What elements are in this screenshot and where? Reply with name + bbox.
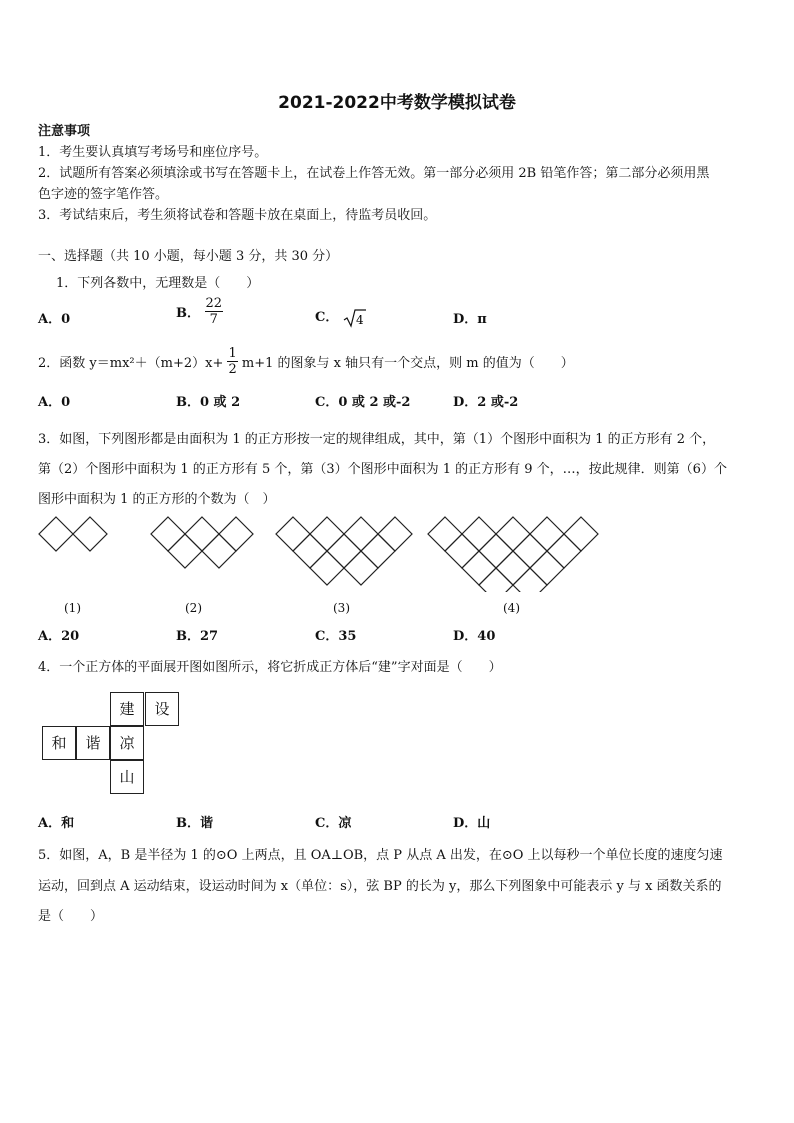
fraction-denominator: 2 — [228, 362, 237, 377]
fraction-numerator: 22 — [205, 296, 223, 311]
q1-option-d: D．π — [453, 312, 487, 327]
q2-option-a: A．0 — [38, 395, 71, 410]
question-3-line: 3．如图，下列图形都是由面积为 1 的正方形按一定的规律组成，其中，第（1）个图形中面积为 1 的正方形有 2 个， — [38, 432, 716, 447]
net-cell: 设 — [145, 692, 179, 726]
note-line: 色字迹的签字笔作答。 — [38, 187, 169, 202]
q1-option-c — [315, 306, 367, 328]
q3-option-a: A．20 — [38, 629, 80, 644]
figure-4 — [428, 517, 598, 592]
q3-option-b: B．27 — [176, 629, 219, 644]
q4-option-b: B．谐 — [176, 816, 213, 831]
figure-label: (3) — [333, 601, 350, 615]
q2-option-d: D．2 或-2 — [453, 395, 519, 410]
fraction-denominator: 7 — [209, 312, 218, 327]
note-line: 2．试题所有答案必须填涂或书写在答题卡上，在试卷上作答无效。第一部分必须用 2B 铅笔作答；第二部分必须用黑 — [38, 166, 710, 181]
q1-option-b — [176, 296, 223, 327]
q1-option-a: A．0 — [38, 312, 71, 327]
question-3-line: 第（2）个图形中面积为 1 的正方形有 5 个，第（3）个图形中面积为 1 的正方形有 9 个，…，按此规律．则第（6）个 — [38, 462, 727, 477]
question-5-line: 运动，回到点 A 运动结束，设运动时间为 x（单位：s），弦 BP 的长为 y，那么下列图象中可能表示 y 与 x 函数关系的 — [38, 879, 722, 894]
figure-label: (2) — [185, 601, 202, 615]
radicand: 4 — [355, 312, 364, 327]
net-cell: 谐 — [76, 726, 110, 760]
net-cell: 凉 — [110, 726, 144, 760]
net-cell: 山 — [110, 760, 144, 794]
question-1-stem: 1．下列各数中，无理数是（ ） — [56, 276, 260, 291]
question-4-stem: 4．一个正方体的平面展开图如图所示，将它折成正方体后“建”字对面是（ ） — [38, 660, 502, 675]
figure-3 — [276, 517, 412, 585]
question-3-line: 图形中面积为 1 的正方形的个数为（ ） — [38, 492, 276, 507]
question-5-line: 5．如图，A，B 是半径为 1 的⊙O 上两点，且 OA⊥OB，点 P 从点 A 出发，在⊙O 上以每秒一个单位长度的速度匀速 — [38, 848, 723, 863]
fraction-numerator: 1 — [228, 346, 237, 361]
note-line: 3．考试结束后，考生须将试卷和答题卡放在桌面上，待监考员收回。 — [38, 208, 437, 223]
notes-heading: 注意事项 — [38, 124, 91, 139]
square-pattern-figures — [30, 512, 600, 592]
q4-option-d: D．山 — [453, 816, 491, 831]
net-cell: 建 — [110, 692, 144, 726]
page-title: 2021-2022中考数学模拟试卷 — [278, 93, 516, 113]
question-2-stem — [38, 346, 574, 377]
q2-stem-pre: 2．函数 y＝mx²＋（m+2）x+ — [38, 356, 224, 371]
option-label: C． — [315, 310, 339, 325]
figure-label: (4) — [503, 601, 520, 615]
figure-label: (1) — [64, 601, 81, 615]
q2-stem-post: m+1 的图象与 x 轴只有一个交点，则 m 的值为（ ） — [241, 356, 574, 371]
fraction — [205, 296, 224, 327]
q3-option-d: D．40 — [453, 629, 496, 644]
note-line: 1．考生要认真填写考场号和座位序号。 — [38, 145, 268, 160]
fraction — [227, 346, 237, 377]
figure-1 — [39, 517, 107, 551]
q3-option-c: C．35 — [315, 629, 357, 644]
net-cell: 和 — [42, 726, 76, 760]
q2-option-c: C．0 或 2 或-2 — [315, 395, 411, 410]
q4-option-a: A．和 — [38, 816, 75, 831]
question-5-line: 是（ ） — [38, 909, 104, 924]
q2-option-b: B．0 或 2 — [176, 395, 241, 410]
q4-option-c: C．凉 — [315, 816, 352, 831]
section-heading: 一、选择题（共 10 小题，每小题 3 分，共 30 分） — [38, 249, 339, 264]
figure-2 — [151, 517, 253, 568]
sqrt-icon — [343, 308, 367, 328]
option-label: B． — [176, 306, 200, 321]
